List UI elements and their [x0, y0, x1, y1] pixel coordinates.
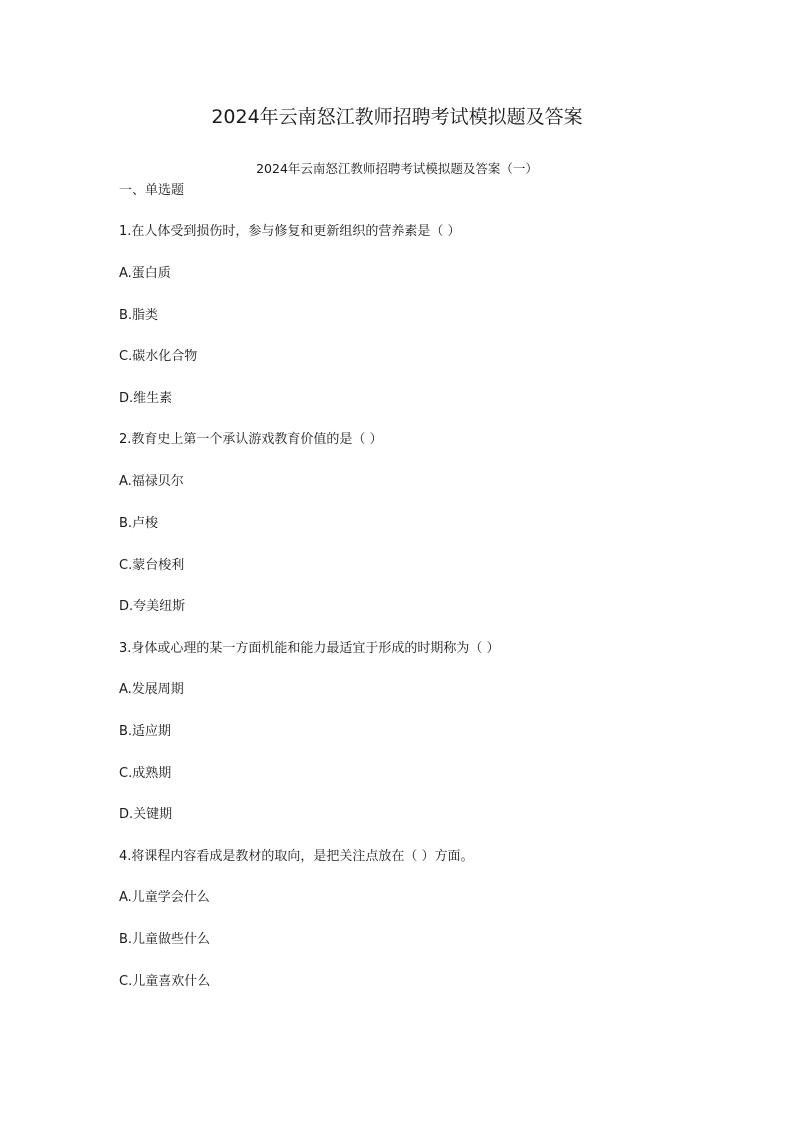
question-3-option-d: D.关键期	[119, 807, 173, 822]
question-4-option-b: B.儿童做些什么	[119, 932, 211, 947]
document-title: 2024年云南怒江教师招聘考试模拟题及答案	[211, 106, 583, 128]
question-4-option-c: C.儿童喜欢什么	[119, 974, 211, 989]
question-3-option-a: A.发展周期	[119, 682, 184, 697]
question-1-option-a: A.蛋白质	[119, 266, 171, 281]
question-3-option-c: C.成熟期	[119, 766, 172, 781]
question-2-option-d: D.夸美纽斯	[119, 599, 186, 614]
question-4-stem: 4.将课程内容看成是教材的取向，是把关注点放在（ ）方面。	[119, 849, 474, 864]
question-2-option-a: A.福禄贝尔	[119, 474, 184, 489]
question-4-option-a: A.儿童学会什么	[119, 890, 210, 905]
section-heading: 一、单选题	[119, 183, 185, 198]
question-1-stem: 1.在人体受到损伤时，参与修复和更新组织的营养素是（ ）	[119, 224, 461, 239]
question-1-option-d: D.维生素	[119, 391, 173, 406]
question-2-option-b: B.卢梭	[119, 516, 159, 531]
question-3-option-b: B.适应期	[119, 724, 172, 739]
document-subtitle: 2024年云南怒江教师招聘考试模拟题及答案（一）	[256, 161, 538, 176]
question-2-stem: 2.教育史上第一个承认游戏教育价值的是（ ）	[119, 432, 383, 447]
question-1-option-c: C.碳水化合物	[119, 349, 198, 364]
question-2-option-c: C.蒙台梭利	[119, 558, 185, 573]
question-3-stem: 3.身体或心理的某一方面机能和能力最适宜于形成的时期称为（ ）	[119, 641, 500, 656]
question-1-option-b: B.脂类	[119, 308, 159, 323]
